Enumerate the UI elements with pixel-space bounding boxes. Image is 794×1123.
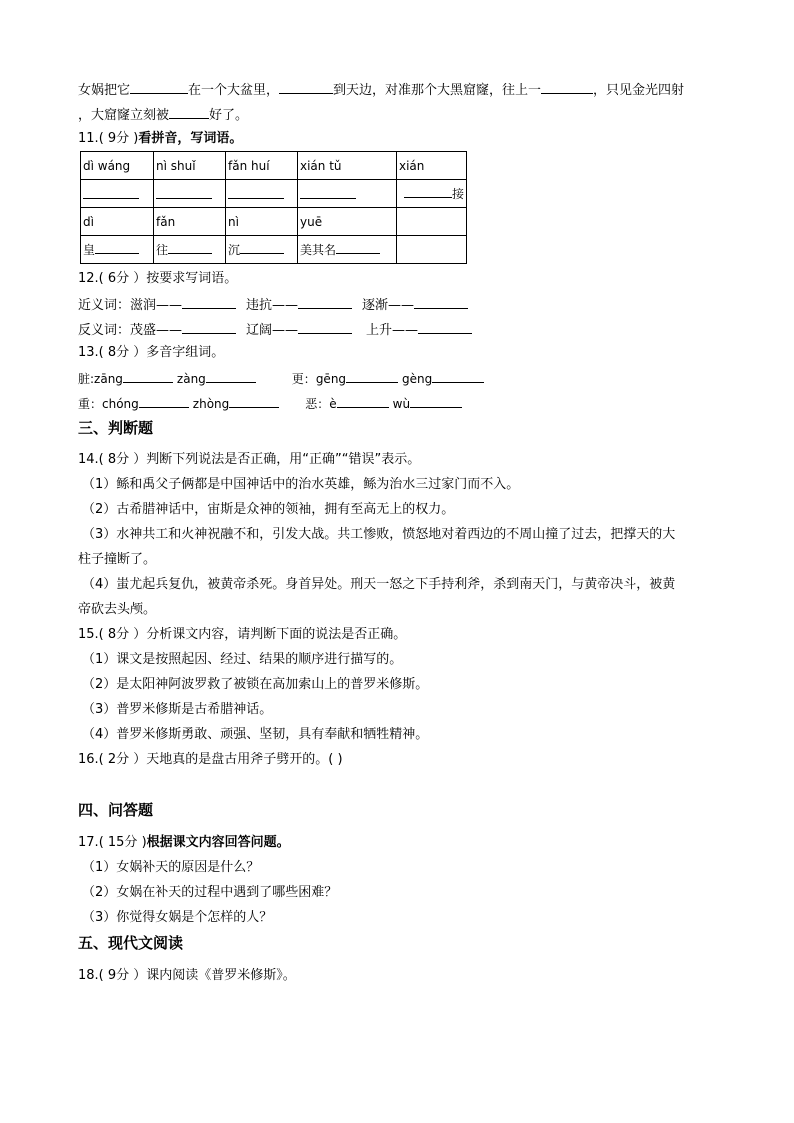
pinyin-label: wù [392, 397, 411, 411]
pinyin-label: zāng [94, 372, 123, 386]
q10-line-2 [78, 105, 248, 125]
q14-header: 14.( 8分 ）判断下列说法是否正确，用“正确”“错误”表示。 [78, 452, 421, 467]
q16: 16.( 2分 ）天地真的是盘古用斧子劈开的。( ) [78, 752, 343, 767]
pinyin-cell: dì wáng [81, 152, 154, 180]
answer-blank[interactable] [298, 295, 352, 309]
cell-prefix: 往 [156, 243, 169, 257]
q10-text: ，大窟窿立刻被 [78, 108, 170, 123]
synonym-label: 近义词： [78, 298, 131, 313]
answer-blank[interactable] [169, 105, 209, 119]
pinyin-cell: fǎn [154, 208, 226, 236]
word-prompt: 滋润—— [130, 298, 183, 313]
answer-cell[interactable] [226, 180, 298, 208]
q15-item: （2）是太阳神阿波罗救了被锁在高加索山上的普罗米修斯。 [82, 677, 429, 692]
question-title: 看拼音，写词语。 [138, 131, 243, 146]
question-score: ( 9分 ) [98, 131, 139, 146]
answer-cell[interactable] [226, 236, 298, 264]
pinyin-cell [397, 208, 467, 236]
q15-header: 15.( 8分 ）分析课文内容，请判断下面的说法是否正确。 [78, 627, 407, 642]
q12-antonyms [78, 320, 472, 340]
question-number: 17. [78, 835, 99, 850]
question-title: 根据课文内容回答问题。 [146, 835, 290, 850]
q14-item: （2）古希腊神话中，宙斯是众神的领袖，拥有至高无上的权力。 [82, 502, 455, 517]
antonym-label: 反义词： [78, 323, 131, 338]
cell-prefix: 沉 [228, 243, 241, 257]
character-label: 更： [291, 372, 316, 386]
answer-blank[interactable] [541, 80, 593, 94]
pinyin-table [80, 151, 467, 264]
pinyin-label: gēng [315, 372, 347, 386]
q10-line-1 [78, 80, 684, 100]
answer-blank[interactable] [337, 394, 389, 408]
q15-item: （1）课文是按照起因、经过、结果的顺序进行描写的。 [82, 652, 403, 667]
word-prompt: 上升—— [366, 323, 419, 338]
q11-header [78, 130, 242, 148]
q17-item: （2）女娲在补天的过程中遇到了哪些困难？ [82, 885, 338, 900]
answer-blank[interactable] [130, 80, 188, 94]
answer-cell[interactable] [397, 236, 467, 264]
answer-cell[interactable] [298, 236, 397, 264]
answer-blank[interactable] [279, 80, 333, 94]
answer-cell[interactable] [81, 236, 154, 264]
pinyin-label: zàng [176, 372, 206, 386]
answer-blank[interactable] [206, 369, 256, 383]
q13-row-1 [78, 369, 484, 388]
word-prompt: 逐渐—— [362, 298, 415, 313]
pinyin-cell: yuē [298, 208, 397, 236]
answer-blank[interactable] [229, 394, 279, 408]
question-score: ( 15分 ) [98, 835, 147, 850]
answer-cell[interactable] [298, 180, 397, 208]
pinyin-label: zhòng [192, 397, 230, 411]
pinyin-cell: xián tǔ [298, 152, 397, 180]
answer-cell[interactable] [154, 236, 226, 264]
q10-text: 在一个大盆里， [188, 83, 280, 98]
word-prompt: 茂盛—— [130, 323, 183, 338]
q17-header [78, 834, 290, 852]
section-heading: 四、问答题 [78, 801, 154, 819]
q10-text: 好了。 [209, 108, 249, 123]
section-heading: 三、判断题 [78, 419, 154, 437]
cell-suffix: 接 [451, 187, 464, 201]
q12-synonyms [78, 295, 468, 315]
cell-prefix: 美其名 [300, 243, 337, 257]
answer-cell[interactable] [397, 180, 467, 208]
q12-header: 12.( 6分 ）按要求写词语。 [78, 271, 238, 286]
q15-item: （3）普罗米修斯是古希腊神话。 [82, 702, 273, 717]
answer-row-2 [81, 236, 467, 264]
pinyin-row-2 [81, 208, 467, 236]
answer-blank[interactable] [414, 295, 468, 309]
word-prompt: 辽阔—— [246, 323, 299, 338]
answer-blank[interactable] [298, 320, 352, 334]
answer-cell[interactable] [154, 180, 226, 208]
answer-cell[interactable] [81, 180, 154, 208]
character-label: 恶： [305, 397, 330, 411]
pinyin-label: chóng [102, 397, 139, 411]
q14-item: （4）蚩尤起兵复仇，被黄帝杀死。身首异处。刑天一怒之下手持利斧，杀到南天门，与黄帝决斗，被黄 [82, 577, 676, 592]
question-number: 11. [78, 131, 99, 146]
section-heading: 五、现代文阅读 [78, 934, 184, 952]
answer-blank[interactable] [182, 320, 236, 334]
q14-item: （1）鲧和禹父子俩都是中国神话中的治水英雄，鲧为治水三过家门而不入。 [82, 477, 520, 492]
q10-text: ，只见金光四射 [593, 83, 685, 98]
cell-prefix: 皇 [83, 243, 96, 257]
answer-row-1 [81, 180, 467, 208]
q15-item: （4）普罗米修斯勇敢、顽强、坚韧，具有奉献和牺牲精神。 [82, 727, 429, 742]
answer-blank[interactable] [432, 369, 484, 383]
character-label: 脏: [78, 372, 95, 386]
pinyin-cell: dì [81, 208, 154, 236]
answer-blank[interactable] [123, 369, 173, 383]
q13-header: 13.( 8分 ）多音字组词。 [78, 345, 225, 360]
pinyin-row-1 [81, 152, 467, 180]
word-prompt: 违抗—— [246, 298, 299, 313]
answer-blank[interactable] [410, 394, 462, 408]
pinyin-cell: xián [397, 152, 467, 180]
answer-blank[interactable] [182, 295, 236, 309]
q17-item: （1）女娲补天的原因是什么？ [82, 860, 260, 875]
pinyin-cell: fǎn huí [226, 152, 298, 180]
q17-item: （3）你觉得女娲是个怎样的人？ [82, 910, 273, 925]
pinyin-label: è [329, 397, 337, 411]
answer-blank[interactable] [346, 369, 398, 383]
pinyin-cell: nì [226, 208, 298, 236]
q14-item-cont: 柱子撞断了。 [78, 552, 157, 567]
q14-item: （3）水神共工和火神祝融不和，引发大战。共工惨败，愤怒地对着西边的不周山撞了过去，把撑天的大 [82, 527, 676, 542]
answer-blank[interactable] [418, 320, 472, 334]
q14-item-cont: 帝砍去头颅。 [78, 602, 157, 617]
q18: 18.( 9分 ）课内阅读《普罗米修斯》。 [78, 968, 296, 983]
pinyin-label: gèng [402, 372, 433, 386]
answer-blank[interactable] [139, 394, 189, 408]
q10-text: 女娲把它 [78, 83, 131, 98]
q10-text: 到天边，对准那个大黑窟窿，往上一 [333, 83, 542, 98]
character-label: 重： [78, 397, 103, 411]
q13-row-2 [78, 394, 462, 413]
pinyin-cell: nì shuǐ [154, 152, 226, 180]
